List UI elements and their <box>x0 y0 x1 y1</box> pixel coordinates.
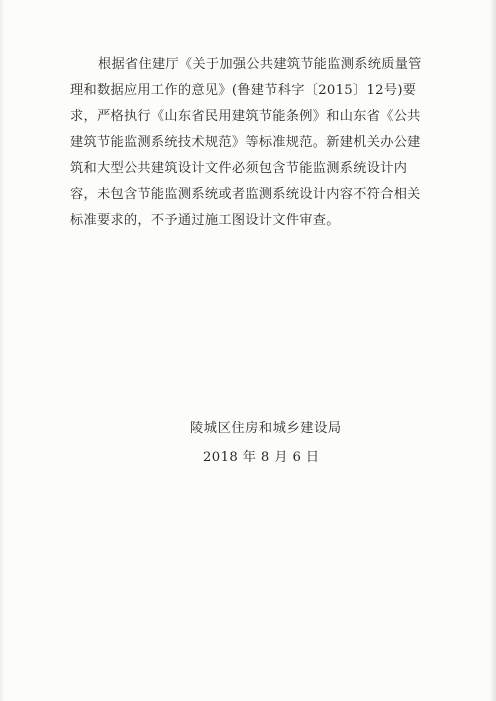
issuing-authority: 陵城区住房和城乡建设局 <box>190 421 342 436</box>
body-line-5: 筑和大型公共建筑设计文件必须包含节能监测系统设计内 <box>70 161 408 176</box>
body-line-7: 标准要求的，不予通过施工图设计文件审查。 <box>70 213 340 228</box>
body-line-4: 建筑节能监测系统技术规范》等标准规范。新建机关办公建 <box>70 135 421 150</box>
issue-date: 2018 年 8 月 6 日 <box>203 450 320 465</box>
body-paragraph <box>70 52 422 234</box>
scan-shadow-left <box>0 0 4 701</box>
body-line-6: 容，未包含节能监测系统或者监测系统设计内容不符合相关 <box>70 187 421 202</box>
body-line-1: 根据省住建厅《关于加强公共建筑节能监测系统质量管 <box>98 57 422 72</box>
body-line-3: 求，严格执行《山东省民用建筑节能条例》和山东省《公共 <box>70 109 421 124</box>
scan-shadow-right <box>490 0 496 701</box>
body-line-2: 理和数据应用工作的意见》(鲁建节科字〔2015〕12号)要 <box>70 83 417 98</box>
